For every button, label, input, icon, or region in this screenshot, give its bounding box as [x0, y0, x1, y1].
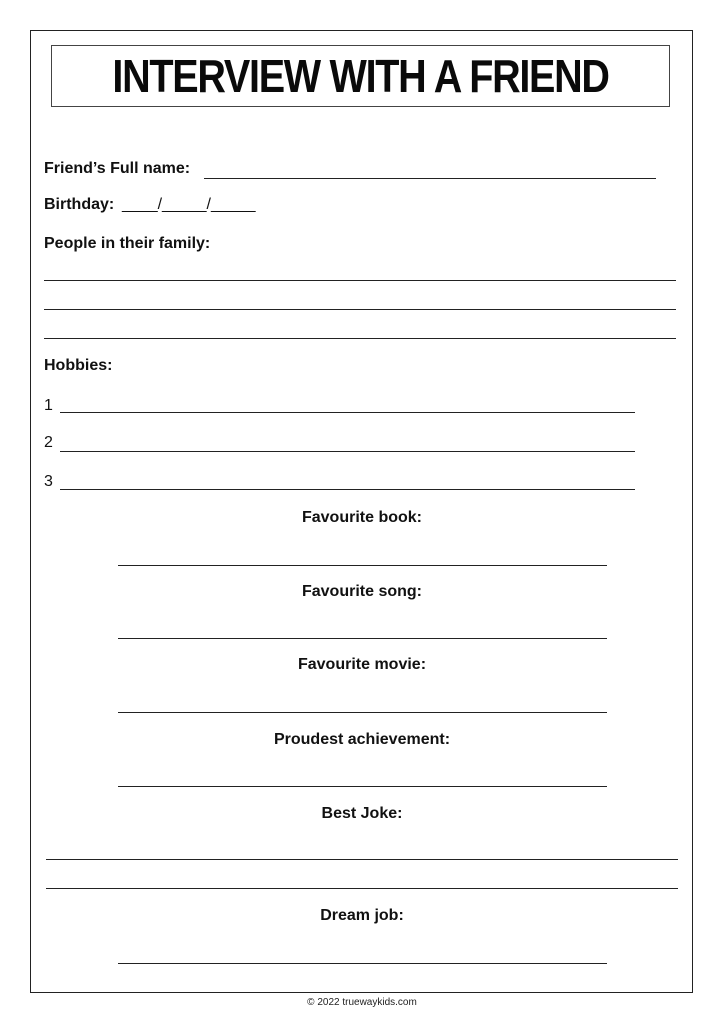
- favourite-movie-label: Favourite movie:: [297, 656, 427, 673]
- favourite-movie-answer-line[interactable]: [118, 712, 607, 713]
- full-name-label: Friend’s Full name:: [44, 160, 191, 177]
- hobby-number-3: 3: [44, 473, 53, 490]
- favourite-song-label: Favourite song:: [301, 583, 422, 600]
- best-joke-answer-line-1[interactable]: [46, 859, 678, 860]
- hobby-number-1: 1: [44, 397, 53, 414]
- best-joke-answer-line-2[interactable]: [46, 888, 678, 889]
- hobbies-label: Hobbies:: [44, 357, 113, 374]
- hobby-answer-line-2[interactable]: [60, 451, 635, 452]
- full-name-answer-line[interactable]: [204, 178, 656, 179]
- worksheet-title: INTERVIEW WITH A FRIEND: [112, 50, 609, 102]
- best-joke-label: Best Joke:: [321, 805, 403, 822]
- family-answer-line-3[interactable]: [44, 338, 676, 339]
- favourite-book-answer-line[interactable]: [118, 565, 607, 566]
- favourite-song-answer-line[interactable]: [118, 638, 607, 639]
- family-answer-line-1[interactable]: [44, 280, 676, 281]
- dream-job-label: Dream job:: [320, 907, 404, 924]
- birthday-label: Birthday:: [44, 196, 115, 213]
- family-answer-line-2[interactable]: [44, 309, 676, 310]
- hobby-number-2: 2: [44, 434, 53, 451]
- hobby-answer-line-1[interactable]: [60, 412, 635, 413]
- title-box: [51, 45, 670, 107]
- copyright-footer: © 2022 truewaykids.com: [307, 997, 417, 1008]
- proudest-achievement-answer-line[interactable]: [118, 786, 607, 787]
- family-label: People in their family:: [44, 235, 211, 252]
- dream-job-answer-line[interactable]: [118, 963, 607, 964]
- birthday-answer-blanks[interactable]: ____/_____/_____: [122, 196, 256, 213]
- hobby-answer-line-3[interactable]: [60, 489, 635, 490]
- proudest-achievement-label: Proudest achievement:: [273, 731, 451, 748]
- favourite-book-label: Favourite book:: [301, 509, 422, 526]
